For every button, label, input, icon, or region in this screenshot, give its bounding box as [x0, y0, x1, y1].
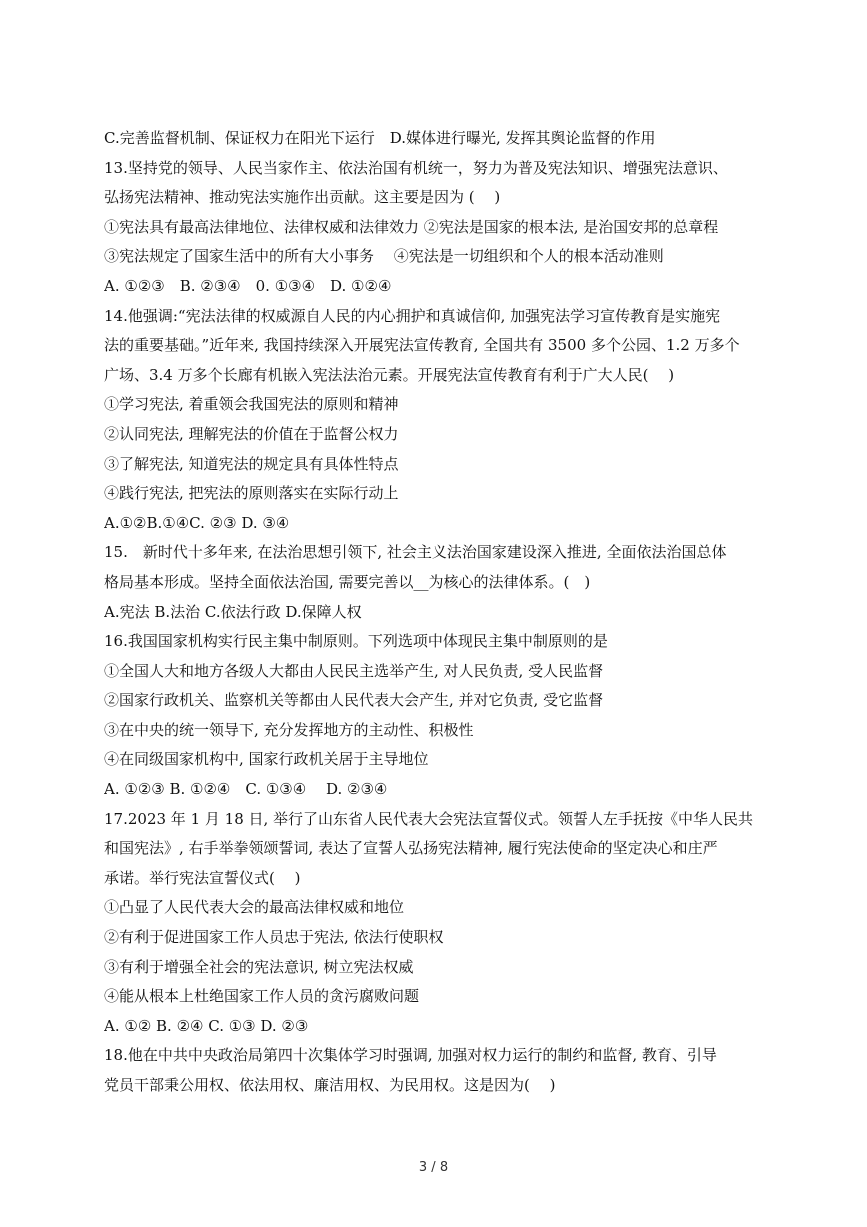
question-14-option: ①学习宪法, 着重领会我国宪法的原则和精神 [104, 395, 399, 414]
question-13-stem-cont: 弘扬宪法精神、推动宪法实施作出贡献。这主要是因为 ( ) [104, 188, 501, 207]
question-17-option: ①凸显了人民代表大会的最高法律权威和地位 [104, 898, 405, 917]
question-16-option: ③在中央的统一领导下, 充分发挥地方的主动性、积极性 [104, 720, 474, 739]
question-14-option: ②认同宪法, 理解宪法的价值在于监督公权力 [104, 424, 399, 443]
question-14-option: ③了解宪法, 知道宪法的规定具有具体性特点 [104, 454, 399, 473]
question-17-stem-cont: 和国宪法》, 右手举拳领颂誓词, 表达了宣誓人弘扬宪法精神, 履行宪法使命的坚定决心和庄严 [104, 839, 718, 858]
question-13-stem: 13.坚持党的领导、人民当家作主、依法治国有机统一，努力为普及宪法知识、增强宪法意识、 [104, 158, 728, 177]
question-15-stem-cont: 格局基本形成。坚持全面依法治国, 需要完善以__为核心的法律体系。( ) [104, 572, 591, 591]
question-16-option: ①全国人大和地方各级人大都由人民民主选举产生, 对人民负责, 受人民监督 [104, 661, 604, 680]
question-14-stem: 14.他强调:“宪法法律的权威源自人民的内心拥护和真诚信仰, 加强宪法学习宣传教育是实施宪 [104, 306, 721, 325]
question-18-stem-cont: 党员干部秉公用权、依法用权、廉洁用权、为民用权。这是因为( ) [104, 1076, 556, 1094]
question-13-option-row: ③宪法规定了国家生活中的所有大小事务 ④宪法是一切组织和个人的根本活动准则 [104, 247, 664, 266]
question-17-option: ③有利于增强全社会的宪法意识, 树立宪法权威 [104, 957, 414, 976]
question-14-stem-cont: 广场、3.4 万多个长廊有机嵌入宪法法治元素。开展宪法宣传教育有利于广大人民( ) [104, 365, 675, 384]
page-number: 3 / 8 [418, 1160, 449, 1175]
text-line: C.完善监督机制、保证权力在阳光下运行 D.媒体进行曝光, 发挥其舆论监督的作用 [104, 129, 656, 147]
question-15-stem: 15. 新时代十多年来, 在法治思想引领下, 社会主义法治国家建设深入推进, 全面依法治国总体 [104, 543, 727, 562]
question-14-stem-cont: 法的重要基础。”近年来, 我国持续深入开展宪法宣传教育, 全国共有 3500 多个公园、1.2 万多个 [104, 336, 740, 355]
question-17-option: ②有利于促进国家工作人员忠于宪法, 依法行使职权 [104, 928, 444, 947]
question-17-answers: A. ①② B. ②④ C. ①③ D. ②③ [104, 1016, 309, 1035]
question-16-stem: 16.我国国家机构实行民主集中制原则。下列选项中体现民主集中制原则的是 [104, 632, 608, 651]
question-15-answers: A.宪法 B.法治 C.依法行政 D.保障人权 [104, 602, 362, 621]
question-13-option-row: ①宪法具有最高法律地位、法律权威和法律效力 ②宪法是国家的根本法, 是治国安邦的总章程 [104, 217, 719, 236]
question-14-option: ④践行宪法, 把宪法的原则落实在实际行动上 [104, 484, 399, 503]
question-18-stem: 18.他在中共中央政治局第四十次集体学习时强调, 加强对权力运行的制约和监督, 教育、引导 [104, 1046, 717, 1065]
question-17-stem: 17.2023 年 1 月 18 日, 举行了山东省人民代表大会宪法宣誓仪式。领誓人左手抚按《中华人民共 [104, 809, 754, 828]
question-16-option: ④在同级国家机构中, 国家行政机关居于主导地位 [104, 750, 429, 769]
question-16-answers: A. ①②③ B. ①②④ C. ①③④ D. ②③④ [104, 780, 388, 799]
question-13-answers: A. ①②③ B. ②③④ 0. ①③④ D. ①②④ [104, 276, 392, 295]
question-14-answers: A.①②B.①④C. ②③ D. ③④ [104, 513, 290, 532]
question-17-option: ④能从根本上杜绝国家工作人员的贪污腐败问题 [104, 987, 420, 1006]
question-17-stem-cont: 承诺。举行宪法宣誓仪式( ) [104, 868, 301, 887]
document-body [104, 124, 784, 1101]
question-16-option: ②国家行政机关、监察机关等都由人民代表大会产生, 并对它负责, 受它监督 [104, 691, 604, 710]
